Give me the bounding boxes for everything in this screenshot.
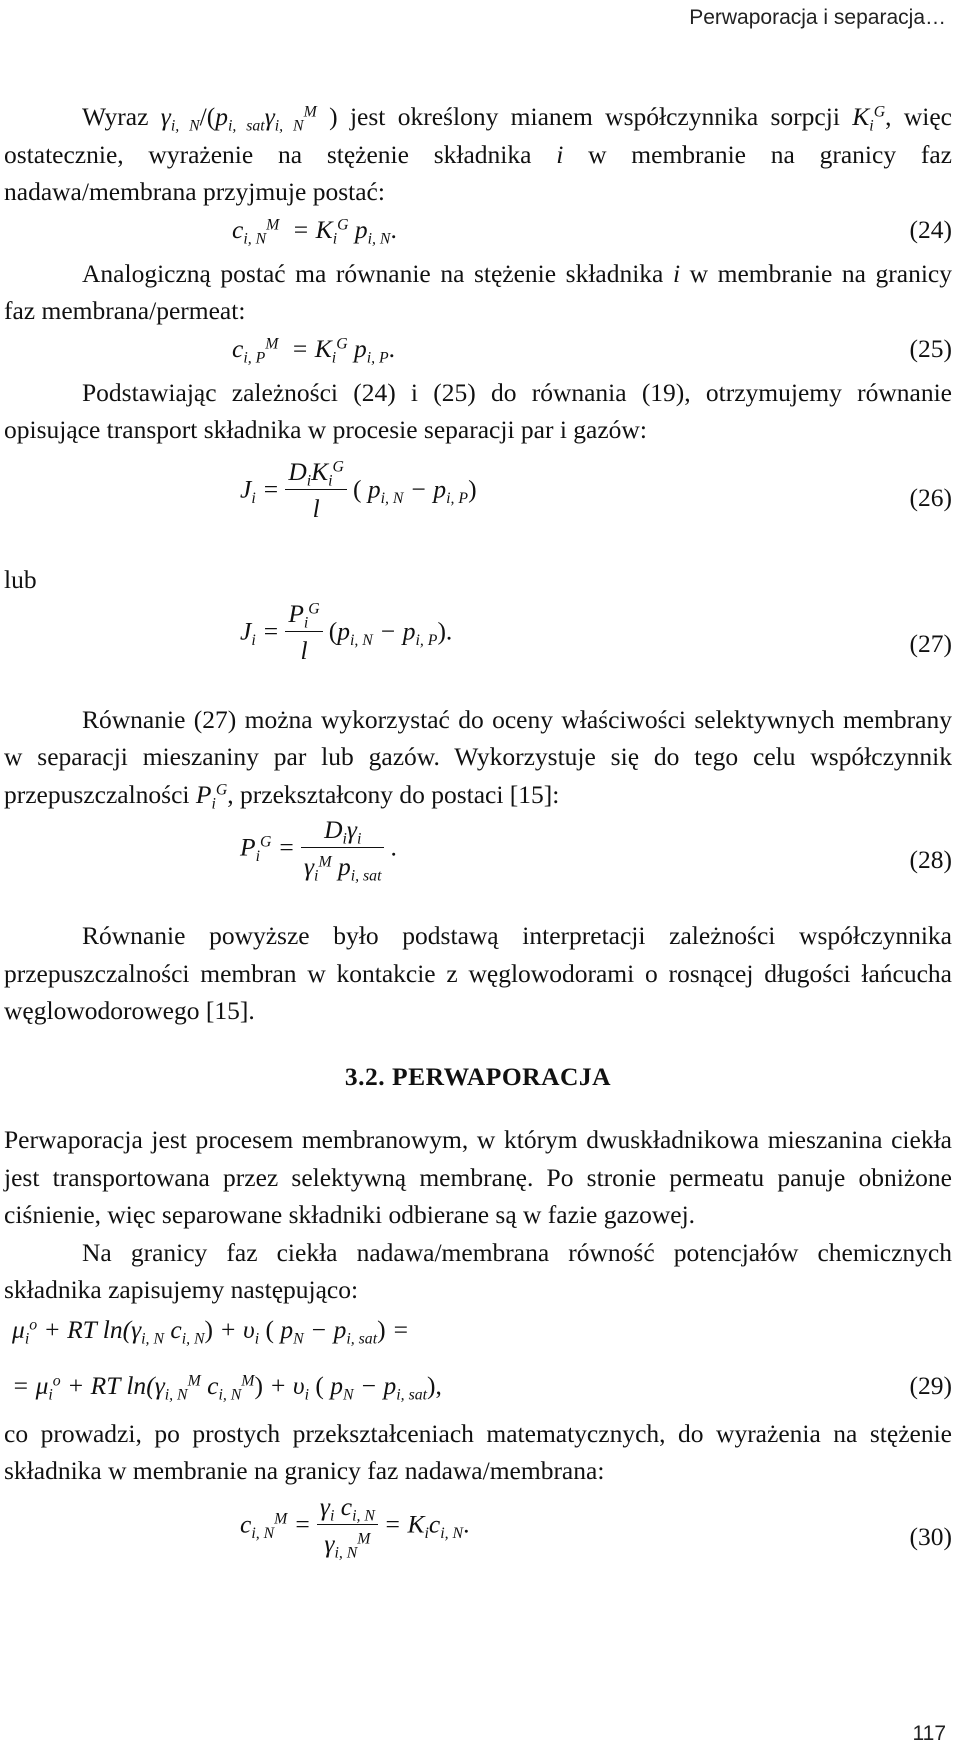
fraction: $\frac{D_i\gamma_i}{\gamma_i^M p_{i, sat}}$: [301, 813, 384, 886]
paragraph-substitution: Podstawiając zależności (24) i (25) do równania (19), otrzymujemy równanie opisujące transport składnika w procesie separacji par i gazów:: [4, 377, 952, 444]
paragraph-interpretation: Równanie powyższe było podstawą interpretacji zależności współczynnika przepuszczalności membran w kontakcie z węglowodorami o rosnącej długości łańcucha węglowodorowego [15].: [4, 921, 952, 1025]
equation-29-line2: = $\mu_i^o$ + RT $\ln(\gamma_{i, N}^M$ $c_{i, N}^M) + \upsilon_i$ ( $p_N - p_{i, sat}$), (29): [4, 1355, 952, 1415]
paragraph-pervaporation: Perwaporacja jest procesem membranowym, w którym dwuskładnikowa mieszanina ciekła jest transportowana przez selektywną membranę. Po stronie permeatu panuje obniżone ciśnienie, więc separowane składniki odbierane są w fazie gazowej.: [4, 1125, 952, 1229]
paragraph-derivation: co prowadzi, po prostych przekształceniach matematycznych, do wyrażenia na stężenie składnika w membranie na granicy faz nadawa/membrana:: [4, 1418, 952, 1485]
equation-number: (29): [909, 1370, 952, 1400]
paragraph-sorption: Wyraz $\gamma_{i, N}/(p_{i, sat}\gamma_{i, N}^M$ ) jest określony mianem współczynnika sorpcji $K_i^G$, więc ostatecznie, wyrażenie na stężenie składnika i w membranie na granicy faz nadawa/membrana przyjmuje postać:: [4, 102, 952, 206]
running-header: Perwaporacja i separacja…: [689, 6, 946, 29]
equation-number: (26): [909, 482, 952, 512]
equation-number: (28): [909, 845, 952, 874]
paragraph-analogous: Analogiczną postać ma równanie na stężenie składnika i w membranie na granicy faz membrana/permeat:: [4, 258, 952, 325]
paragraph-boundary: Na granicy faz ciekła nadawa/membrana równość potencjałów chemicznych składnika zapisujemy następująco:: [4, 1237, 952, 1304]
equation-26: $J_i$ = $\frac{D_iK_i^G}{l}$ ( $p_{i, N} - p_{i, P}$) (26): [4, 449, 952, 561]
equation-29-line1: $\mu_i^o$ + RT $\ln(\gamma_{i, N}$ $c_{i, N}) + \upsilon_i$ ( $p_N - p_{i, sat}$) =: [12, 1314, 410, 1348]
fraction: $\frac{D_iK_i^G}{l}$: [285, 455, 347, 528]
page-content: [4, 98, 952, 1594]
section-heading: 3.2. PERWAPORACJA: [344, 1061, 612, 1091]
paragraph-selectivity: Równanie (27) można wykorzystać do oceny właściwości selektywnych membrany w separacji mieszaniny par lub gazów. Wykorzystuje się do tego celu współczynnik przepuszczalności $P_i^G$, przekształcony do postaci [15]:: [4, 704, 952, 813]
equation-number: (30): [909, 1521, 952, 1551]
math-inline-kg: $K_i^G$: [852, 102, 886, 135]
page-number: 117: [912, 1722, 946, 1745]
equation-27: $J_i$ = $\frac{P_i^G}{l}$ $(p_{i, N} - p_{i, P})$. (27): [4, 597, 952, 701]
equation-30: $c_{i, N}^M$ = $\frac{\gamma_i c_{i, N}}{\gamma_{i, N}^M}$ = $K_ic_{i, N}$. (30): [240, 1491, 952, 1562]
equation-25: $c_{i, P}^M = K_i^G$ $p_{i, P}$. (25): [4, 330, 952, 374]
equation-number: (25): [909, 333, 952, 363]
conjunction-lub: lub: [4, 564, 37, 594]
equation-24: $c_{i, N}^M = K_i^G$ $p_{i, N}$. (24): [4, 211, 952, 255]
equation-number: (24): [909, 214, 952, 244]
fraction: $\frac{P_i^G}{l}$: [285, 597, 322, 670]
fraction: $\frac{\gamma_i c_{i, N}}{\gamma_{i, N}^M}$: [317, 1490, 378, 1563]
math-inline-pg: $P_i^G$: [195, 779, 228, 813]
equation-number: (27): [909, 628, 952, 658]
math-inline-ratio: $\gamma_{i, N}/(p_{i, sat}\gamma_{i, N}^M$ ): [160, 102, 338, 135]
equation-28: $P_i^G$ = $\frac{D_i\gamma_i}{\gamma_i^M p_{i, sat}}$ . (28): [240, 815, 952, 885]
